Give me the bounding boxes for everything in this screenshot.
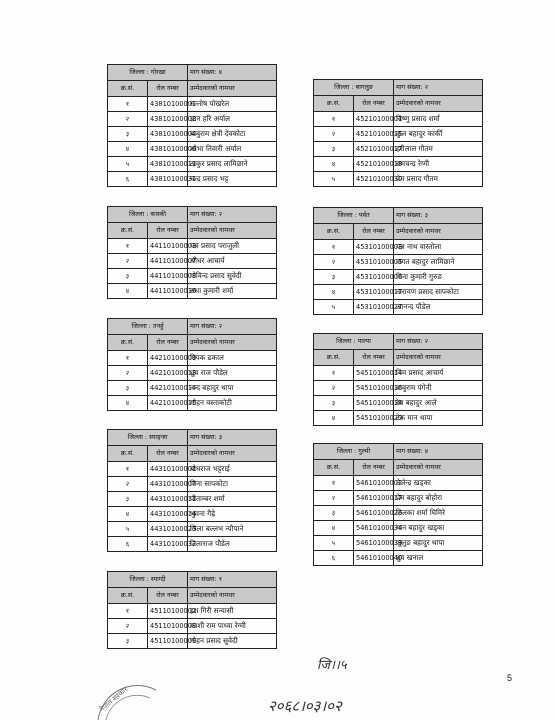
demand-label: माग संख्या: २ (188, 319, 277, 335)
table-row (314, 142, 483, 157)
col-header-roll: रोल नम्बर (148, 335, 188, 351)
serial-number: ४ (314, 521, 354, 536)
serial-number: ३ (108, 381, 148, 396)
roll-number: 44310100007 (148, 477, 188, 492)
col-header-roll: रोल नम्बर (148, 81, 188, 97)
serial-number: ६ (314, 551, 354, 566)
table-row (108, 492, 277, 507)
demand-label: माग संख्या: ४ (188, 65, 277, 81)
roll-number: 44210100009 (148, 351, 188, 366)
roll-number: 44210100013 (148, 366, 188, 381)
district-label: जिल्ला : गोरखा (108, 65, 188, 81)
serial-number: ३ (108, 127, 148, 142)
district-label: जिल्ला : कास्की (108, 207, 188, 223)
district-label: जिल्ला : स्याग्दी (108, 572, 188, 588)
table-row (108, 604, 277, 619)
roll-number: 45310100006 (354, 270, 394, 285)
demand-label: माग संख्या: १ (188, 572, 277, 588)
district-label: जिल्ला : पाल्पा (314, 334, 394, 350)
col-header-sn: क्र.सं. (314, 350, 354, 366)
table-row (108, 507, 277, 522)
candidate-name: इश गिरी सन्यासी (188, 604, 277, 619)
table-row (108, 396, 277, 411)
table-row (314, 240, 483, 255)
candidate-name: मिना सापकोटा (188, 477, 277, 492)
serial-number: ५ (314, 172, 354, 187)
demand-label: माग संख्या: २ (188, 207, 277, 223)
roll-number: 44110100008 (148, 269, 188, 284)
table-row (108, 522, 277, 537)
candidate-name: भुवना गैह्रे (188, 507, 277, 522)
roll-number: 45310100017 (354, 285, 394, 300)
col-header-name: उम्मेदवारको नामथर (188, 335, 277, 351)
serial-number: २ (108, 477, 148, 492)
table-row (108, 351, 277, 366)
demand-label: माग संख्या: ४ (394, 444, 483, 460)
table-row (314, 285, 483, 300)
col-header-sn: क्र.सं. (108, 81, 148, 97)
candidate-name: चन्द्र प्रसाद भट्ट (188, 172, 277, 187)
candidate-name: काशी राम पाध्या रेग्मी (188, 619, 277, 634)
roll-number: 45210100018 (354, 157, 394, 172)
table-row (314, 411, 483, 426)
roll-number: 45210100001 (354, 112, 394, 127)
serial-number: ६ (108, 537, 148, 552)
district-table-kaski (107, 206, 277, 299)
candidate-name: बोधराज भट्टराई (188, 462, 277, 477)
table-row (108, 97, 277, 112)
district-table-tanahun (107, 318, 277, 411)
serial-number: ४ (108, 396, 148, 411)
table-row (314, 491, 483, 506)
candidate-name: प्रेम प्रसाद गौतम (394, 172, 483, 187)
candidate-name: श्रीधर आचार्य (188, 254, 277, 269)
roll-number: 44110100003 (148, 239, 188, 254)
candidate-name: रेम बहादुर आले (394, 396, 483, 411)
serial-number: १ (108, 351, 148, 366)
roll-number: 45310100005 (354, 255, 394, 270)
roll-number: 54510100018 (354, 396, 394, 411)
serial-number: ५ (314, 536, 354, 551)
serial-number: ३ (108, 492, 148, 507)
serial-number: ३ (314, 506, 354, 521)
demand-label: माग संख्या: २ (394, 334, 483, 350)
candidate-name: दिपक ढकाल (188, 351, 277, 366)
serial-number: ३ (108, 269, 148, 284)
roll-number: 45310100003 (354, 240, 394, 255)
roll-number: 54610100039 (354, 536, 394, 551)
table-row (314, 255, 483, 270)
col-header-sn: क्र.सं. (314, 96, 354, 112)
roll-number: 45310100027 (354, 300, 394, 315)
table-row (108, 254, 277, 269)
col-header-name: उम्मेदवारको नामथर (188, 223, 277, 239)
candidate-name: आनन्द पौडेल (394, 300, 483, 315)
district-label: जिल्ला : पर्वत (314, 208, 394, 224)
serial-number: २ (108, 112, 148, 127)
serial-number: ३ (108, 634, 148, 649)
col-header-sn: क्र.सं. (108, 223, 148, 239)
serial-number: १ (108, 604, 148, 619)
serial-number: २ (108, 619, 148, 634)
serial-number: १ (314, 476, 354, 491)
district-table-parbat (313, 207, 483, 315)
demand-label: माग संख्या: ३ (394, 208, 483, 224)
table-row (108, 381, 277, 396)
candidate-name: गोविन्द प्रसाद सुवेदी (188, 269, 277, 284)
col-header-sn: क्र.सं. (108, 335, 148, 351)
roll-number: 44210100014 (148, 381, 188, 396)
col-header-name: उम्मेदवारको नामथर (188, 446, 277, 462)
table-row (314, 396, 483, 411)
roll-number: 43810100011 (148, 157, 188, 172)
district-table-gulmi (313, 443, 483, 566)
table-row (314, 157, 483, 172)
candidate-name: तेजेन्द्र खड्का (394, 476, 483, 491)
col-header-name: उम्मेदवारको नामथर (188, 81, 277, 97)
candidate-name: मोहन वस्ताकोटी (188, 396, 277, 411)
col-header-name: उम्मेदवारको नामथर (188, 588, 277, 604)
serial-number: ३ (314, 396, 354, 411)
roll-number: 54610100026 (354, 506, 394, 521)
col-header-name: उम्मेदवारको नामथर (394, 96, 483, 112)
candidate-name: जुलुङ बहादुर थापा (394, 536, 483, 551)
table-row (314, 127, 483, 142)
col-header-name: उम्मेदवारको नामथर (394, 350, 483, 366)
district-table-gorkha (107, 64, 277, 187)
roll-number: 44310100001 (148, 462, 188, 477)
table-row (108, 366, 277, 381)
candidate-name: ठाकुर प्रसाद लामिछाने (188, 157, 277, 172)
roll-number: 45110100008 (148, 619, 188, 634)
table-row (108, 142, 277, 157)
serial-number: ३ (314, 270, 354, 285)
serial-number: ४ (314, 285, 354, 300)
table-row (314, 300, 483, 315)
roll-number: 54610100002 (354, 476, 394, 491)
district-table-baglung (313, 79, 483, 187)
district-table-syangja (107, 429, 277, 552)
col-header-roll: रोल नम्बर (148, 588, 188, 604)
table-row (314, 506, 483, 521)
candidate-name: नारायण प्रसाद सापकोटा (394, 285, 483, 300)
serial-number: ५ (108, 522, 148, 537)
serial-number: १ (314, 112, 354, 127)
table-row (108, 269, 277, 284)
roll-number: 45110100009 (148, 634, 188, 649)
demand-label: माग संख्या: २ (394, 80, 483, 96)
table-row (314, 366, 483, 381)
table-row (108, 112, 277, 127)
candidate-name: यज्ञ नाथ वास्तोला (394, 240, 483, 255)
serial-number: २ (314, 127, 354, 142)
svg-text:नेपाल सरकार: नेपाल सरकार (98, 685, 130, 714)
candidate-name: कुल बहादुर कार्की (394, 127, 483, 142)
roll-number: 45210100015 (354, 127, 394, 142)
col-header-roll: रोल नम्बर (148, 446, 188, 462)
roll-number: 44110100007 (148, 254, 188, 269)
candidate-name: सन्तोष पोखरेल (188, 97, 277, 112)
candidate-name: हरीलाल गौतम (394, 142, 483, 157)
candidate-name: टेक मान थापा (394, 411, 483, 426)
serial-number: ५ (314, 300, 354, 315)
serial-number: १ (108, 239, 148, 254)
candidate-name: प्रेम बहादुर बोहोरा (394, 491, 483, 506)
roll-number: 54510100016 (354, 381, 394, 396)
roll-number: 44310100032 (148, 537, 188, 552)
roll-number: 43810100006 (148, 142, 188, 157)
table-row (314, 381, 483, 396)
candidate-name: राधा कुमारी शर्मा (188, 284, 277, 299)
candidate-name: ज्ञान हरि अर्याल (188, 112, 277, 127)
roll-number: 54610100034 (354, 521, 394, 536)
handwritten-mark: जि।।५ (317, 658, 347, 673)
table-row (314, 270, 483, 285)
serial-number: ६ (108, 172, 148, 187)
table-row (314, 551, 483, 566)
candidate-name: ध्रुव खनाल (394, 551, 483, 566)
serial-number: १ (108, 97, 148, 112)
serial-number: २ (108, 366, 148, 381)
roll-number: 54610100017 (354, 491, 394, 506)
col-header-roll: रोल नम्बर (354, 460, 394, 476)
serial-number: ५ (108, 157, 148, 172)
candidate-name: पीताम्बर शर्मा (188, 492, 277, 507)
candidate-name: लिला बल्लभ न्यौपाने (188, 522, 277, 537)
serial-number: ४ (108, 284, 148, 299)
table-row (314, 521, 483, 536)
table-row (108, 239, 277, 254)
col-header-sn: क्र.सं. (108, 588, 148, 604)
candidate-name: रामचन्द्र रेग्मी (394, 157, 483, 172)
district-label: जिल्ला : बागलुङ (314, 80, 394, 96)
serial-number: १ (314, 366, 354, 381)
col-header-sn: क्र.सं. (108, 446, 148, 462)
roll-number: 44310100011 (148, 492, 188, 507)
col-header-name: उम्मेदवारको नामथर (394, 224, 483, 240)
candidate-name: ध्रुव राज पौडेल (188, 366, 277, 381)
serial-number: ४ (108, 142, 148, 157)
roll-number: 44110100016 (148, 284, 188, 299)
candidate-name: नन्द बहादुर थापा (188, 381, 277, 396)
serial-number: २ (314, 255, 354, 270)
roll-number: 54510100014 (354, 366, 394, 381)
col-header-name: उम्मेदवारको नामथर (394, 460, 483, 476)
roll-number: 43810100031 (148, 172, 188, 187)
roll-number: 43810100004 (148, 127, 188, 142)
roll-number: 45110100002 (148, 604, 188, 619)
table-row (314, 536, 483, 551)
table-row (314, 112, 483, 127)
candidate-name: यज्ञ प्रसाद पराजुली (188, 239, 277, 254)
serial-number: ४ (314, 411, 354, 426)
handwritten-date: २०६८।०३।०२ (268, 697, 342, 715)
district-label: जिल्ला : स्याङ्जा (108, 430, 188, 446)
district-label: जिल्ला : तनहुँ (108, 319, 188, 335)
page-number: 5 (507, 673, 513, 683)
table-row (108, 634, 277, 649)
roll-number: 54610100040 (354, 551, 394, 566)
serial-number: ३ (314, 142, 354, 157)
serial-number: १ (108, 462, 148, 477)
candidate-name: बाबुराम पंगेनी (394, 381, 483, 396)
roll-number: 44310100014 (148, 507, 188, 522)
col-header-sn: क्र.सं. (314, 224, 354, 240)
district-table-myagdi (107, 571, 277, 649)
table-row (108, 172, 277, 187)
candidate-name: मिना कुमारी गुरुङ (394, 270, 483, 285)
col-header-sn: क्र.सं. (314, 460, 354, 476)
candidate-name: मोहन प्रसाद सुवेदी (188, 634, 277, 649)
serial-number: २ (314, 381, 354, 396)
table-row (108, 284, 277, 299)
table-row (108, 619, 277, 634)
roll-number: 44310100025 (148, 522, 188, 537)
roll-number: 44210100015 (148, 396, 188, 411)
candidate-name: बाबुराम क्षेत्री देवकोटा (188, 127, 277, 142)
col-header-roll: रोल नम्बर (148, 223, 188, 239)
roll-number: 54510100020 (354, 411, 394, 426)
district-table-palpa (313, 333, 483, 426)
table-row (108, 462, 277, 477)
table-row (108, 537, 277, 552)
table-row (108, 127, 277, 142)
roll-number: 45210100030 (354, 172, 394, 187)
col-header-roll: रोल नम्बर (354, 224, 394, 240)
col-header-roll: रोल नम्बर (354, 350, 394, 366)
office-seal-stamp (92, 668, 162, 720)
district-label: जिल्ला : गुल्मी (314, 444, 394, 460)
serial-number: १ (314, 240, 354, 255)
table-row (314, 476, 483, 491)
candidate-name: शोभा तिवारी अर्याल (188, 142, 277, 157)
candidate-name: निम प्रसाद आचार्य (394, 366, 483, 381)
roll-number: 43810100001 (148, 97, 188, 112)
candidate-name: मान बहादुर खड्का (394, 521, 483, 536)
table-row (108, 477, 277, 492)
roll-number: 45210100017 (354, 142, 394, 157)
demand-label: माग संख्या: ३ (188, 430, 277, 446)
serial-number: २ (314, 491, 354, 506)
serial-number: २ (108, 254, 148, 269)
serial-number: ४ (314, 157, 354, 172)
table-row (108, 157, 277, 172)
candidate-name: विष्णु प्रसाद शर्मा (394, 112, 483, 127)
candidate-name: जगत बहादुर लामिछाने (394, 255, 483, 270)
serial-number: ४ (108, 507, 148, 522)
candidate-name: तिलाराज पौडेल (188, 537, 277, 552)
candidate-name: तिलका शर्मा घिमिरे (394, 506, 483, 521)
table-row (314, 172, 483, 187)
col-header-roll: रोल नम्बर (354, 96, 394, 112)
roll-number: 43810100002 (148, 112, 188, 127)
